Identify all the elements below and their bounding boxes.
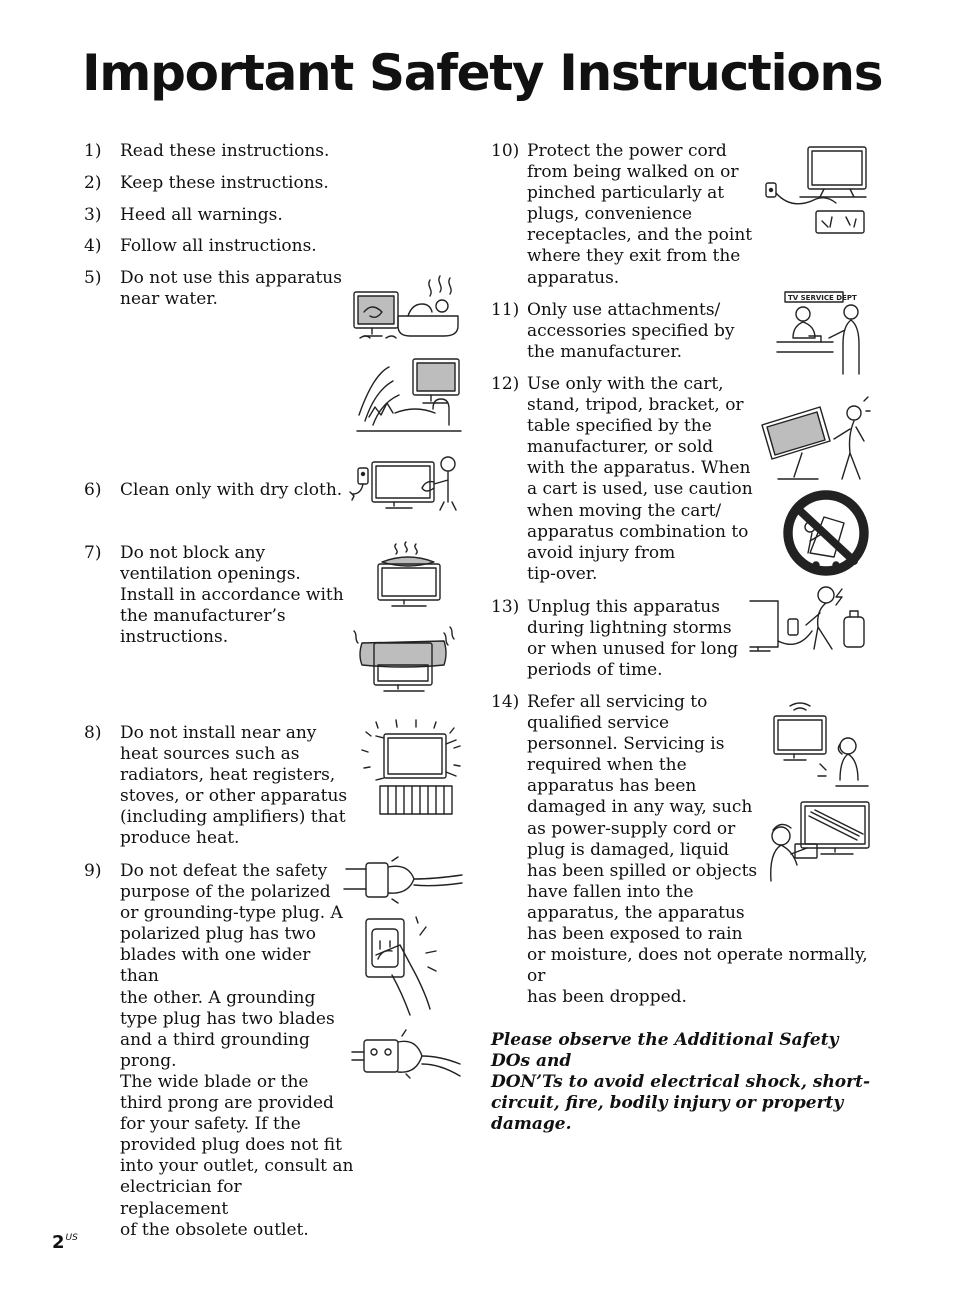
page-number bbox=[52, 1232, 78, 1253]
item-text: Do not defeat the safety purpose of the polarized or grounding-type plug. A polarized plug has two blades with one wider than the other. A grounding type plug has two blades and a third grounding prong. The wide blade or the third prong are provided for your safety. If the provided plug does not fit into your outlet, consult an electrician for replacement of the obsolete outlet. bbox=[120, 861, 354, 1240]
item-number: 6) bbox=[84, 480, 102, 500]
instruction-item-3 bbox=[84, 205, 354, 227]
item-number: 11) bbox=[491, 300, 520, 320]
instruction-item-10 bbox=[491, 141, 761, 291]
instruction-item-2 bbox=[84, 173, 354, 195]
cart-tipover-warning-icon bbox=[780, 487, 872, 579]
power-cord-illustration bbox=[760, 145, 870, 237]
plug-outlet-illustration bbox=[362, 915, 448, 1021]
item-text: Use only with the cart, stand, tripod, bracket, or table specified by the manufacturer, or sold with the apparatus. When a cart is used, use caution when moving the cart/ apparatus combination to avoid injury from tip-over. bbox=[527, 374, 753, 584]
item-text: Do not use this apparatus near water. bbox=[120, 268, 342, 310]
item-number: 4) bbox=[84, 236, 102, 256]
instruction-item-11 bbox=[491, 300, 761, 366]
page-region-suffix: US bbox=[65, 1233, 78, 1243]
item-text: Clean only with dry cloth. bbox=[120, 480, 343, 500]
heat-source-illustration bbox=[360, 720, 464, 816]
item-number: 8) bbox=[84, 723, 102, 743]
item-number: 14) bbox=[491, 692, 520, 712]
instruction-item-1 bbox=[84, 141, 354, 163]
tipping-stand-illustration bbox=[758, 395, 870, 485]
item-text: Follow all instructions. bbox=[120, 236, 317, 256]
instruction-item-6 bbox=[84, 480, 354, 502]
item-number: 7) bbox=[84, 543, 102, 563]
item-text: Only use attachments/ accessories specified by the manufacturer. bbox=[527, 300, 735, 363]
tv-service-call-illustration bbox=[770, 700, 872, 792]
instruction-item-5 bbox=[84, 268, 354, 312]
instruction-item-4 bbox=[84, 236, 354, 258]
item-number: 2) bbox=[84, 173, 102, 193]
instruction-item-12 bbox=[491, 374, 761, 589]
blocked-vent-cloth-illustration bbox=[348, 625, 458, 695]
instruction-item-8 bbox=[84, 723, 354, 853]
blocked-vent-top-illustration bbox=[374, 540, 444, 610]
item-text: Protect the power cord from being walked on or pinched particularly at plugs, convenience receptacles, and the point where they exit from the apparatus. bbox=[527, 141, 753, 288]
instruction-item-9 bbox=[84, 861, 354, 1240]
instruction-item-7 bbox=[84, 543, 354, 653]
item-number: 13) bbox=[491, 597, 520, 617]
item-number: 12) bbox=[491, 374, 520, 394]
item-number: 9) bbox=[84, 861, 102, 881]
page-number-value: 2 bbox=[52, 1232, 65, 1253]
unplug-storm-illustration bbox=[748, 585, 872, 655]
item-text: Read these instructions. bbox=[120, 141, 330, 161]
grounding-plug-illustration bbox=[350, 1022, 462, 1080]
item-text: Do not install near any heat sources such as radiators, heat registers, stoves, or other apparatus (including amplifiers) that produce heat. bbox=[120, 723, 348, 849]
item-text: Do not block any ventilation openings. Install in accordance with the manufacturer’s instructions. bbox=[120, 543, 344, 648]
safety-note: Please observe the Additional Safety DOs and DON’Ts to avoid electrical shock, short- circuit, fire, bodily injury or property damage. bbox=[491, 1030, 871, 1135]
item-text: Refer all servicing to qualified service personnel. Servicing is required when the apparatus has been damaged in any way, such as power-supply cord or plug is damaged, liquid has been spilled or objects have fallen into the apparatus, the apparatus has been exposed to rain or moisture, does not operate normally, or has been dropped. bbox=[527, 692, 868, 1008]
item-number: 1) bbox=[84, 141, 102, 161]
service-sign-text: TV SERVICE DEPT bbox=[788, 294, 857, 302]
technician-service-illustration bbox=[765, 798, 873, 886]
tv-water-splash-illustration bbox=[355, 355, 463, 435]
instruction-item-13 bbox=[491, 597, 761, 685]
item-text: Heed all warnings. bbox=[120, 205, 283, 225]
item-text: Unplug this apparatus during lightning storms or when unused for long periods of time. bbox=[527, 597, 739, 681]
item-number: 10) bbox=[491, 141, 520, 161]
item-number: 3) bbox=[84, 205, 102, 225]
item-number: 5) bbox=[84, 268, 102, 288]
tv-near-bathtub-illustration bbox=[350, 272, 462, 344]
item-text: Keep these instructions. bbox=[120, 173, 329, 193]
service-dept-illustration bbox=[775, 290, 867, 378]
tv-cleaning-illustration bbox=[348, 452, 462, 512]
page-title: Important Safety Instructions bbox=[82, 44, 883, 102]
polarized-plug-illustration bbox=[340, 855, 464, 907]
